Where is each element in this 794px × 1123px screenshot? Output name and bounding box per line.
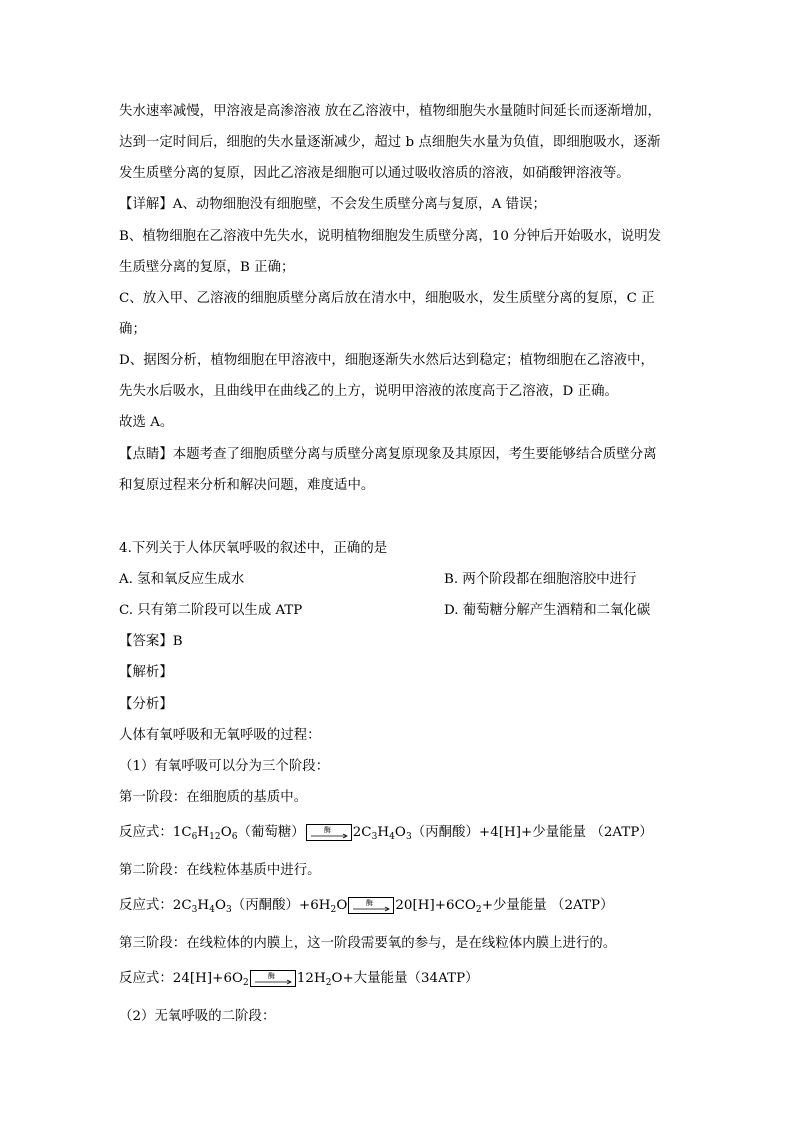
eq-text: O+大量能量（34ATP） — [331, 971, 479, 986]
option-b-explanation: 生质壁分离的复原，B 正确； — [119, 260, 295, 275]
option-b: B. 两个阶段都在细胞溶胶中进行 — [444, 572, 637, 587]
eq-subscript: 4 — [209, 905, 215, 915]
eq-text: （葡萄糖） — [237, 825, 305, 840]
option-a: A. 氢和氧反应生成水 — [119, 572, 245, 587]
eq-text: +少量能量 （2ATP） — [481, 898, 614, 913]
eq-text: 反应式：1C — [119, 825, 192, 840]
option-b-explanation: B、植物细胞在乙溶液中先失水，说明植物细胞发生质壁分离，10 分钟后开始吸水，说明发 — [119, 229, 662, 244]
eq-subscript: 12 — [209, 832, 221, 842]
eq-text: 2C — [352, 825, 372, 840]
aerobic-heading: （1）有氧呼吸可以分为三个阶段： — [119, 759, 330, 774]
detail-line: 【详解】A、动物细胞没有细胞壁，不会发生质壁分离与复原，A 错误； — [119, 197, 546, 212]
equation-1 — [119, 824, 653, 846]
option-d: D. 葡萄糖分解产生酒精和二氧化碳 — [444, 603, 651, 618]
eq-subscript: 6 — [231, 832, 238, 842]
text-line: 达到一定时间后，细胞的失水量逐渐减少，超过 b 点细胞失水量为负值，即细胞吸水，逐渐 — [119, 135, 661, 150]
enzyme-label: 酶 — [366, 899, 374, 907]
text-line: 失水速率减慢，甲溶液是高渗溶液 放在乙溶液中，植物细胞失水量随时间延长而逐渐增加， — [119, 104, 661, 119]
eq-text: （丙酮酸）+6H — [231, 898, 331, 913]
equation-2 — [119, 897, 614, 919]
fenxi-heading: 【分析】 — [119, 697, 173, 712]
intro-line: 人体有氧呼吸和无氧呼吸的过程： — [119, 728, 321, 743]
anaerobic-heading: （2）无氧呼吸的二阶段： — [119, 1009, 276, 1024]
equation-3 — [119, 970, 479, 992]
option-d-explanation: 先失水后吸水，且曲线甲在曲线乙的上方，说明甲溶液的浓度高于乙溶液，D 正确。 — [119, 384, 618, 399]
eq-subscript: 3 — [225, 905, 232, 915]
enzyme-arrow-icon — [306, 824, 352, 841]
comment-line: 【点睛】本题考查了细胞质壁分离与质壁分离复原现象及其原因，考生要能够结合质壁分离 — [119, 447, 657, 462]
comment-line: 和复原过程来分析和解决问题，难度适中。 — [119, 478, 375, 493]
question-stem: 4.下列关于人体厌氧呼吸的叙述中，正确的是 — [119, 541, 388, 556]
eq-text: 12H — [296, 971, 326, 986]
enzyme-arrow-icon — [348, 897, 394, 914]
option-c-explanation: 确； — [119, 322, 146, 337]
eq-text: H — [197, 825, 210, 840]
eq-subscript: 6 — [191, 832, 198, 842]
eq-text: 反应式：24[H]+6O — [119, 971, 244, 986]
enzyme-label: 酶 — [323, 826, 331, 834]
text-line: 发生质壁分离的复原，因此乙溶液是细胞可以通过吸收溶质的溶液，如硝酸钾溶液等。 — [119, 166, 630, 181]
eq-subscript: 2 — [325, 978, 332, 988]
eq-text: O — [336, 898, 348, 913]
eq-subscript: 3 — [191, 905, 198, 915]
stage-3-line: 第三阶段：在线粒体的内膜上，这一阶段需要氧的参与，是在线粒体内膜上进行的。 — [119, 936, 617, 951]
option-c-explanation: C、放入甲、乙溶液的细胞质壁分离后放在清水中，细胞吸水，发生质壁分离的复原，C 正 — [119, 291, 655, 306]
option-d-explanation: D、据图分析，植物细胞在甲溶液中，细胞逐渐失水然后达到稳定；植物细胞在乙溶液中， — [119, 353, 654, 368]
option-c: C. 只有第二阶段可以生成 ATP — [119, 603, 303, 618]
stage-2-line: 第二阶段：在线粒体基质中进行。 — [119, 863, 321, 878]
eq-subscript: 2 — [475, 905, 482, 915]
eq-subscript: 4 — [389, 832, 395, 842]
eq-subscript: 3 — [371, 832, 378, 842]
eq-text: 20[H]+6CO — [395, 898, 476, 913]
eq-text: O — [394, 825, 406, 840]
eq-text: 反应式：2C — [119, 898, 192, 913]
enzyme-arrow-icon — [250, 970, 296, 987]
stage-1-line: 第一阶段：在细胞质的基质中。 — [119, 790, 308, 805]
answer-line: 【答案】B — [119, 634, 183, 649]
eq-subscript: 2 — [243, 978, 249, 988]
eq-text: （丙酮酸）+4[H]+少量能量 （2ATP） — [411, 825, 653, 840]
enzyme-label: 酶 — [267, 972, 275, 980]
choice-line: 故选 A。 — [119, 415, 174, 430]
eq-text: O — [220, 825, 232, 840]
eq-subscript: 3 — [405, 832, 412, 842]
eq-text: H — [377, 825, 390, 840]
eq-text: H — [197, 898, 210, 913]
analysis-heading: 【解析】 — [119, 665, 173, 680]
eq-subscript: 2 — [330, 905, 337, 915]
eq-text: O — [214, 898, 226, 913]
